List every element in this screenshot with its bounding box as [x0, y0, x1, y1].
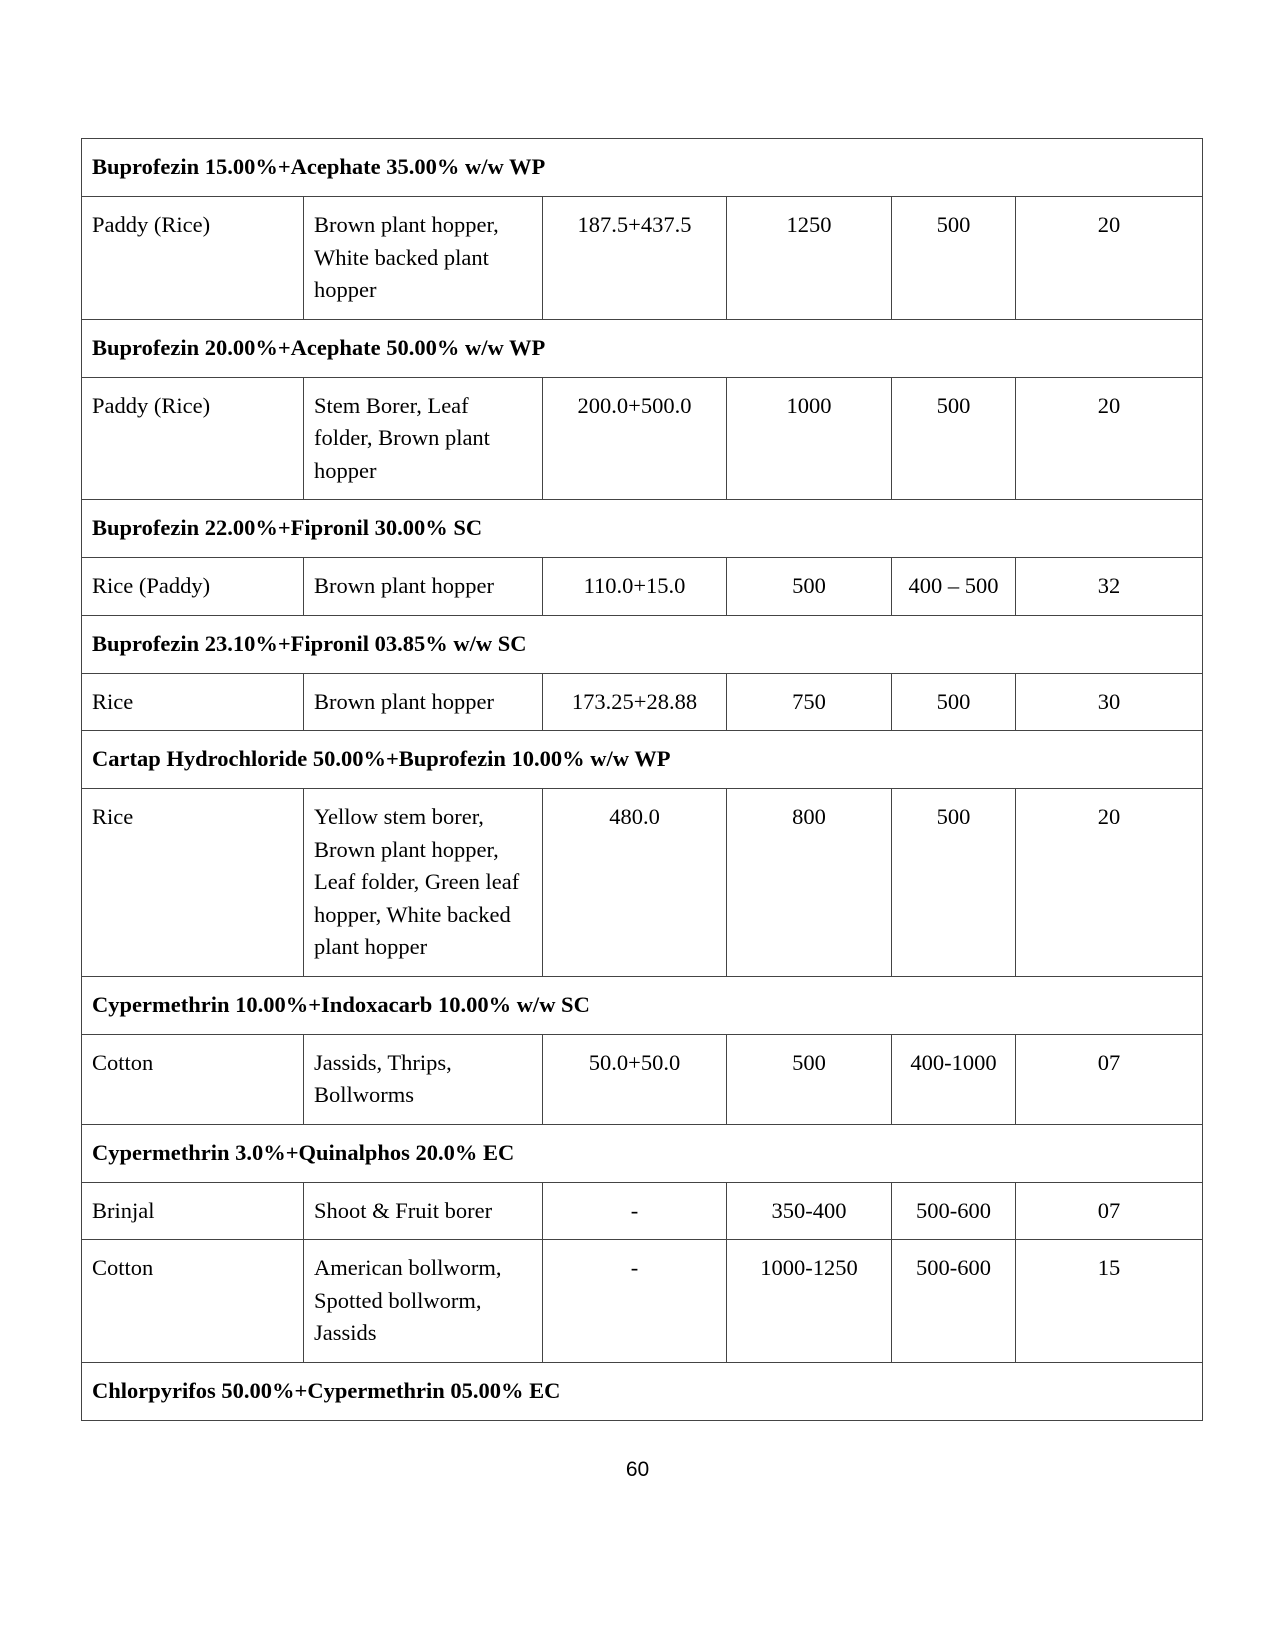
section-title: Cypermethrin 10.00%+Indoxacarb 10.00% w/w SC [82, 976, 1203, 1034]
crop-cell: Rice [82, 673, 304, 731]
pest-cell: Brown plant hopper [304, 558, 543, 616]
crop-cell: Rice (Paddy) [82, 558, 304, 616]
active-ingredient-cell: 200.0+500.0 [543, 377, 727, 500]
table-row [82, 1034, 1203, 1124]
crop-cell: Brinjal [82, 1182, 304, 1240]
active-ingredient-cell: 480.0 [543, 789, 727, 977]
water-cell: 400 – 500 [892, 558, 1016, 616]
active-ingredient-cell: - [543, 1240, 727, 1363]
active-ingredient-cell: 50.0+50.0 [543, 1034, 727, 1124]
water-cell: 400-1000 [892, 1034, 1016, 1124]
pest-cell: Stem Borer, Leaf folder, Brown plant hopper [304, 377, 543, 500]
active-ingredient-cell: 187.5+437.5 [543, 197, 727, 320]
section-header-row [82, 500, 1203, 558]
section-header-row [82, 1124, 1203, 1182]
water-cell: 500 [892, 197, 1016, 320]
table-row [82, 197, 1203, 320]
crop-cell: Rice [82, 789, 304, 977]
active-ingredient-cell: - [543, 1182, 727, 1240]
pest-cell: Shoot & Fruit borer [304, 1182, 543, 1240]
pest-cell: Brown plant hopper, White backed plant hopper [304, 197, 543, 320]
waiting-period-cell: 32 [1016, 558, 1203, 616]
table-row [82, 1240, 1203, 1363]
waiting-period-cell: 20 [1016, 789, 1203, 977]
section-header-row [82, 1362, 1203, 1420]
section-title: Cypermethrin 3.0%+Quinalphos 20.0% EC [82, 1124, 1203, 1182]
pest-cell: Brown plant hopper [304, 673, 543, 731]
active-ingredient-cell: 110.0+15.0 [543, 558, 727, 616]
crop-cell: Paddy (Rice) [82, 377, 304, 500]
crop-cell: Cotton [82, 1240, 304, 1363]
active-ingredient-cell: 173.25+28.88 [543, 673, 727, 731]
waiting-period-cell: 07 [1016, 1034, 1203, 1124]
formulation-cell: 1250 [727, 197, 892, 320]
water-cell: 500-600 [892, 1182, 1016, 1240]
section-title: Cartap Hydrochloride 50.00%+Buprofezin 10.00% w/w WP [82, 731, 1203, 789]
section-title: Chlorpyrifos 50.00%+Cypermethrin 05.00% EC [82, 1362, 1203, 1420]
section-header-row [82, 976, 1203, 1034]
water-cell: 500 [892, 673, 1016, 731]
section-header-row [82, 319, 1203, 377]
waiting-period-cell: 15 [1016, 1240, 1203, 1363]
table-row [82, 673, 1203, 731]
waiting-period-cell: 20 [1016, 377, 1203, 500]
formulation-cell: 500 [727, 1034, 892, 1124]
waiting-period-cell: 20 [1016, 197, 1203, 320]
pesticide-table [81, 138, 1203, 1421]
section-title: Buprofezin 23.10%+Fipronil 03.85% w/w SC [82, 615, 1203, 673]
section-header-row [82, 615, 1203, 673]
table-row [82, 558, 1203, 616]
water-cell: 500 [892, 377, 1016, 500]
table-row [82, 789, 1203, 977]
crop-cell: Paddy (Rice) [82, 197, 304, 320]
formulation-cell: 1000-1250 [727, 1240, 892, 1363]
table-row [82, 377, 1203, 500]
table-row [82, 1182, 1203, 1240]
formulation-cell: 1000 [727, 377, 892, 500]
section-title: Buprofezin 20.00%+Acephate 50.00% w/w WP [82, 319, 1203, 377]
pest-cell: American bollworm, Spotted bollworm, Jassids [304, 1240, 543, 1363]
pest-cell: Jassids, Thrips, Bollworms [304, 1034, 543, 1124]
water-cell: 500-600 [892, 1240, 1016, 1363]
water-cell: 500 [892, 789, 1016, 977]
section-title: Buprofezin 15.00%+Acephate 35.00% w/w WP [82, 139, 1203, 197]
section-title: Buprofezin 22.00%+Fipronil 30.00% SC [82, 500, 1203, 558]
waiting-period-cell: 07 [1016, 1182, 1203, 1240]
pest-cell: Yellow stem borer, Brown plant hopper, Leaf folder, Green leaf hopper, White backed plant hopper [304, 789, 543, 977]
section-header-row [82, 731, 1203, 789]
section-header-row [82, 139, 1203, 197]
formulation-cell: 500 [727, 558, 892, 616]
formulation-cell: 800 [727, 789, 892, 977]
page-number: 60 [625, 1458, 650, 1481]
formulation-cell: 750 [727, 673, 892, 731]
crop-cell: Cotton [82, 1034, 304, 1124]
waiting-period-cell: 30 [1016, 673, 1203, 731]
formulation-cell: 350-400 [727, 1182, 892, 1240]
